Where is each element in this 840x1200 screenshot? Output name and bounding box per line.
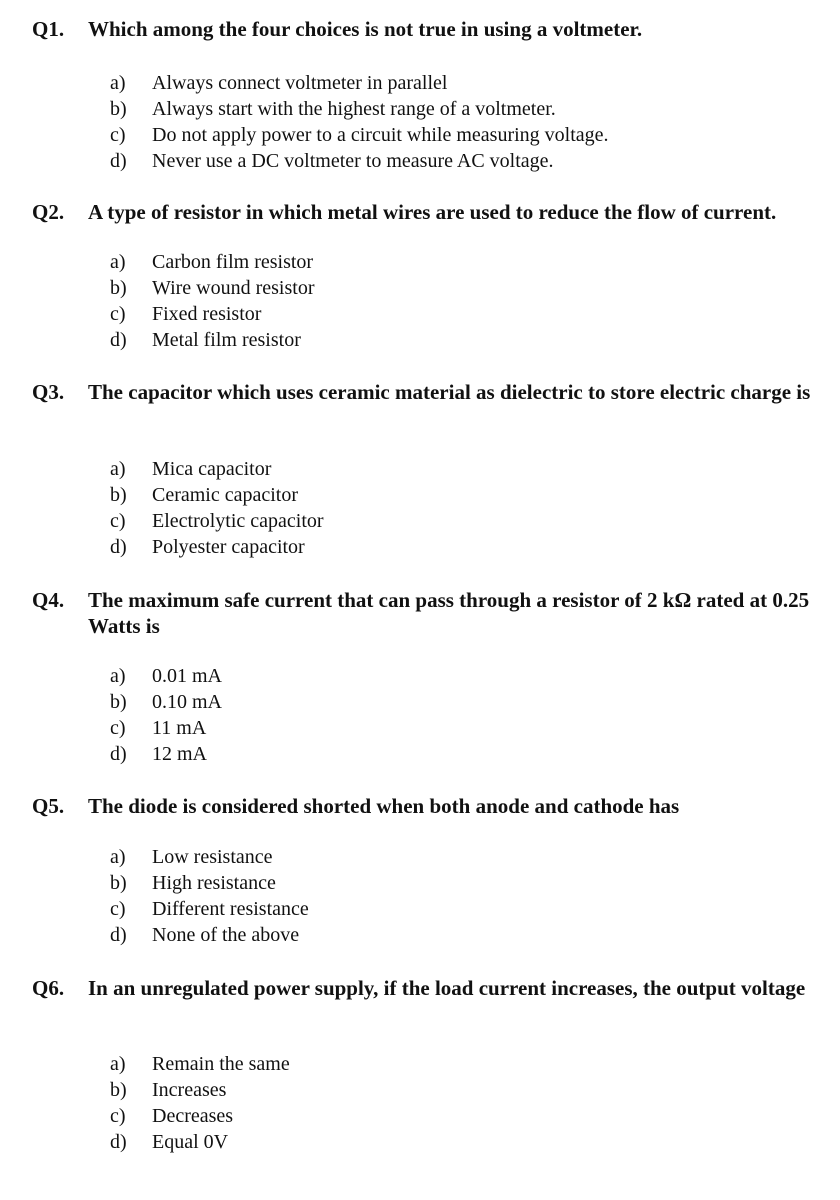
question-text: In an unregulated power supply, if the load current increases, the output voltage bbox=[88, 976, 806, 1000]
option-text: Never use a DC voltmeter to measure AC voltage. bbox=[152, 150, 554, 172]
option-text: Mica capacitor bbox=[152, 458, 272, 480]
option-letter: d) bbox=[110, 1131, 127, 1153]
option-letter: a) bbox=[110, 846, 126, 868]
option-letter: c) bbox=[110, 124, 126, 146]
option-text: Wire wound resistor bbox=[152, 277, 315, 299]
option-text: Always start with the highest range of a voltmeter. bbox=[152, 98, 556, 120]
option-d bbox=[110, 1129, 290, 1155]
option-d bbox=[110, 148, 609, 174]
option-letter: b) bbox=[110, 98, 127, 120]
option-d bbox=[110, 327, 315, 353]
option-c bbox=[110, 122, 609, 148]
option-letter: d) bbox=[110, 536, 127, 558]
question-number: Q5. bbox=[32, 794, 65, 818]
option-letter: c) bbox=[110, 510, 126, 532]
option-text: High resistance bbox=[152, 872, 276, 894]
option-text: Low resistance bbox=[152, 846, 273, 868]
option-letter: c) bbox=[110, 717, 126, 739]
option-letter: b) bbox=[110, 277, 127, 299]
option-b bbox=[110, 482, 324, 508]
option-d bbox=[110, 534, 324, 560]
option-list bbox=[110, 663, 222, 767]
question-number: Q6. bbox=[32, 976, 65, 1000]
option-letter: c) bbox=[110, 303, 126, 325]
option-letter: d) bbox=[110, 743, 127, 765]
option-letter: a) bbox=[110, 458, 126, 480]
option-text: Ceramic capacitor bbox=[152, 484, 299, 506]
option-letter: b) bbox=[110, 872, 127, 894]
option-letter: a) bbox=[110, 72, 126, 94]
option-text: Do not apply power to a circuit while measuring voltage. bbox=[152, 124, 609, 146]
option-list bbox=[110, 456, 324, 560]
option-a bbox=[110, 663, 222, 689]
option-list bbox=[110, 844, 309, 948]
option-text: 0.10 mA bbox=[152, 691, 222, 713]
option-a bbox=[110, 456, 324, 482]
option-letter: d) bbox=[110, 924, 127, 946]
option-letter: c) bbox=[110, 898, 126, 920]
option-letter: c) bbox=[110, 1105, 126, 1127]
option-letter: a) bbox=[110, 665, 126, 687]
option-b bbox=[110, 1077, 290, 1103]
option-c bbox=[110, 301, 315, 327]
option-text: None of the above bbox=[152, 924, 300, 946]
option-c bbox=[110, 1103, 290, 1129]
option-text: Different resistance bbox=[152, 898, 309, 920]
option-a bbox=[110, 249, 315, 275]
option-b bbox=[110, 689, 222, 715]
option-c bbox=[110, 896, 309, 922]
question-number: Q3. bbox=[32, 380, 65, 404]
option-c bbox=[110, 715, 222, 741]
option-b bbox=[110, 870, 309, 896]
option-letter: d) bbox=[110, 150, 127, 172]
option-d bbox=[110, 741, 222, 767]
option-text: 12 mA bbox=[152, 743, 207, 765]
option-letter: b) bbox=[110, 484, 127, 506]
option-a bbox=[110, 844, 309, 870]
question-text: The diode is considered shorted when both anode and cathode has bbox=[88, 794, 680, 818]
question-text: The capacitor which uses ceramic material as dielectric to store electric charge is bbox=[88, 380, 811, 404]
option-text: Fixed resistor bbox=[152, 303, 262, 325]
option-letter: a) bbox=[110, 1053, 126, 1075]
option-b bbox=[110, 275, 315, 301]
option-text: Remain the same bbox=[152, 1053, 290, 1075]
option-text: 11 mA bbox=[152, 717, 207, 739]
option-list bbox=[110, 249, 315, 353]
option-letter: a) bbox=[110, 251, 126, 273]
option-list bbox=[110, 1051, 290, 1155]
question-text: A type of resistor in which metal wires are used to reduce the flow of current. bbox=[88, 200, 777, 224]
option-text: Always connect voltmeter in parallel bbox=[152, 72, 448, 94]
option-b bbox=[110, 96, 609, 122]
option-letter: b) bbox=[110, 691, 127, 713]
option-d bbox=[110, 922, 309, 948]
option-a bbox=[110, 70, 609, 96]
option-text: Increases bbox=[152, 1079, 227, 1101]
question-number: Q2. bbox=[32, 200, 65, 224]
option-list bbox=[110, 70, 609, 174]
option-a bbox=[110, 1051, 290, 1077]
option-text: Decreases bbox=[152, 1105, 234, 1127]
option-c bbox=[110, 508, 324, 534]
question-text: The maximum safe current that can pass through a resistor of 2 kΩ rated at 0.25 Watts is bbox=[88, 588, 810, 638]
option-text: Electrolytic capacitor bbox=[152, 510, 324, 532]
option-text: Carbon film resistor bbox=[152, 251, 314, 273]
option-letter: d) bbox=[110, 329, 127, 351]
option-text: Equal 0V bbox=[152, 1131, 229, 1153]
question-number: Q4. bbox=[32, 588, 65, 612]
option-text: Polyester capacitor bbox=[152, 536, 305, 558]
option-text: Metal film resistor bbox=[152, 329, 301, 351]
option-letter: b) bbox=[110, 1079, 127, 1101]
question-number: Q1. bbox=[32, 17, 65, 41]
option-text: 0.01 mA bbox=[152, 665, 222, 687]
question-text: Which among the four choices is not true in using a voltmeter. bbox=[88, 17, 643, 41]
